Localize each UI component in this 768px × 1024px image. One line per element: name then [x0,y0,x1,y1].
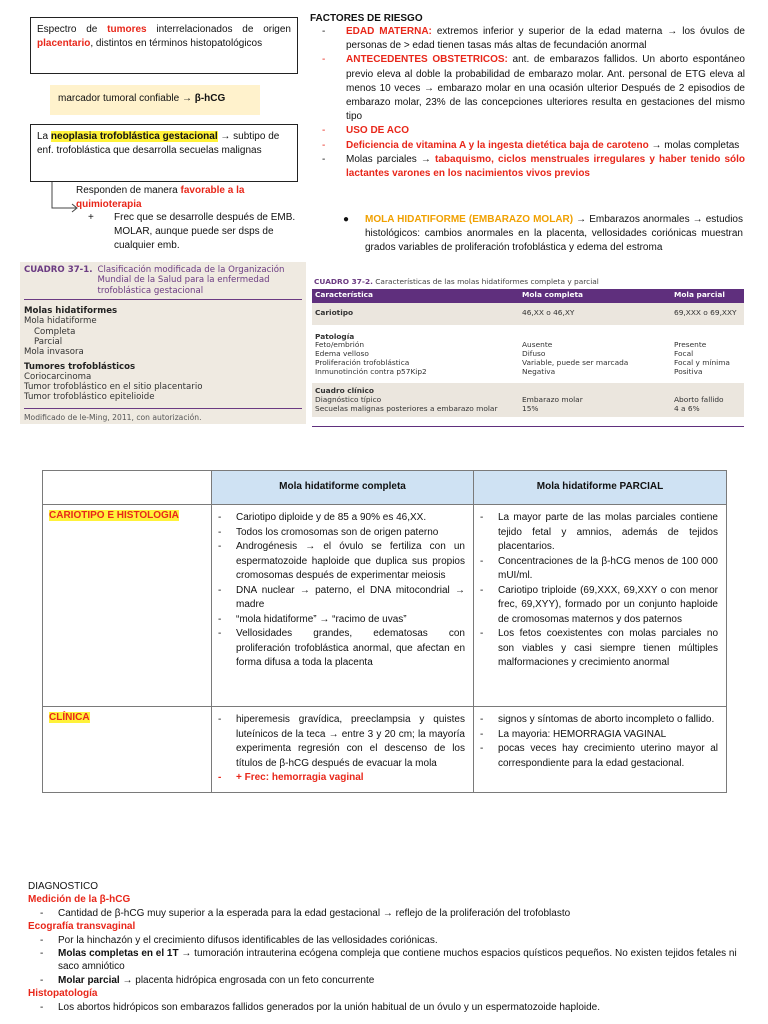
list-item-red: - + Frec: hemorragia vaginal [214,771,465,786]
pat-2-parcial: Focal y mínima [674,357,730,367]
cuadro-37-2-r1-label: Cariotipo [315,308,354,318]
cuadro-37-2-row-cariotipo [312,303,744,325]
cuadro-37-2-r1-completa: 46,XX o 46,XY [522,308,575,318]
cuadro-37-1-num: CUADRO 37-1. [24,265,93,275]
diag-h2: Ecografía transvaginal [28,921,136,933]
table-cell-parcial-cariotipo [474,505,727,707]
list-item: - Por la hinchazón y el crecimiento difusos identificables de las vellosidades coriónicas. [36,934,740,947]
list-item: - Cariotipo diploide y de 85 a 90% es 46,XX. [214,511,465,526]
cli-1-completa: 15% [522,403,539,413]
marker-text: marcador tumoral confiable → [58,93,192,104]
diag-h2-item2-text: → tumoración intrauterina ecógena compleja que contiene muchos espacios quísticos pequeños. No existen tejidos fetales ni saco amniótico [58,947,737,973]
risk-item-edad-label: EDAD MATERNA: [346,26,432,37]
list-item: - “mola hidatiforme” → “racimo de uvas” [214,613,465,628]
risk-list [318,25,745,181]
pat-0-label: Feto/embrión [315,340,365,350]
cuadro-37-2-sec-pat: Patología [315,331,355,341]
cuadro-37-2-h2: Mola completa [522,290,584,300]
neoplasia-highlight: neoplasia trofoblástica gestacional [50,131,218,142]
intro-placentario: placentario [37,38,91,50]
list-item [36,974,740,987]
clinica-label: CLÍNICA [49,712,90,723]
comparison-table [42,470,727,793]
responden-plain: Responden de manera [76,185,181,196]
intro-box [30,17,298,74]
table-header-parcial: Mola hidatiforme PARCIAL [474,471,727,505]
table-cell-parcial-clinica [474,707,727,793]
table-header-completa: Mola hidatiforme completa [212,471,474,505]
mola-title: MOLA HIDATIFORME (EMBARAZO MOLAR) [365,214,574,225]
pat-0-completa: Ausente [522,340,553,350]
pat-2-completa: Variable, puede ser marcada [522,357,629,367]
pat-3-completa: Negativa [522,366,556,376]
list-item: - Androgénesis → el óvulo se fertiliza con un espermatozoide haploide que duplica sus propios cromosomas después de experimentar meiosis [214,540,465,584]
list-item: - Los fetos coexistentes con molas parciales no son viables y casi siempre tienen múltiples malformaciones y crecimiento anormal [476,627,718,671]
cuadro-37-1-l5: Tumor trofoblástico epitelioide [24,392,155,403]
risk-item-edad-text: extremos inferior y superior de la edad materna → los óvulos de personas de > edad tienen tasas más altas de fecundación anormal [346,26,745,52]
table-cell-completa-clinica [212,707,474,793]
pat-0-parcial: Presente [674,340,707,350]
pat-1-completa: Difuso [522,349,546,359]
mola-bullet: ● [343,214,350,225]
neoplasia-post: → subtipo de enf. trofoblástica que desarrolla secuelas malignas [37,131,280,157]
cli-0-parcial: Aborto fallido [674,395,724,405]
risk-item-aco [318,124,745,138]
marker-bhcg: β-hCG [191,93,226,104]
table-header-row [43,471,727,505]
mola-text: → Embarazos anormales → estudios histológicos: cambios anormales en la placenta, vellosidades coriónicas muestran grados variables de proliferación trofoblástica y edema del estroma [365,214,743,254]
risk-item-antecedentes-label: ANTECEDENTES OBSTETRICOS: [346,54,508,66]
mola-paragraph [343,213,743,256]
pat-2-label: Proliferación trofoblástica [315,357,410,367]
list-item: - La mayor parte de las molas parciales contiene tejido fetal y amnios, además de tejidos placentarios. [476,511,718,555]
pat-1-label: Edema velloso [315,349,369,359]
cuadro-37-1-l4: Tumor trofoblástico en el sitio placentario [24,382,203,393]
risk-item-molas-pre: Molas parciales → [346,153,436,165]
pat-3-label: Inmunotinción contra p57Kip2 [315,366,427,376]
risk-item-vitamina-text: → molas completas [648,139,740,151]
diag-h2-item2-bold: Molas completas en el 1T [58,947,179,959]
list-item: - Todos los cromosomas son de origen paterno [214,526,465,541]
cuadro-37-1-l1: Mola hidatiforme [24,316,97,327]
frec-text: Frec que se desarrolle después de EMB. MOLAR, aunque puede ser dsps de cualquier emb. [114,212,296,252]
cuadro-37-2-sec-cli: Cuadro clínico [315,386,374,396]
intro-text-3: , distintos en términos histopatológicos [90,38,263,50]
responden-text [76,184,286,212]
list-item: - Los abortos hidrópicos son embarazos fallidos generados por la unión habitual de un óvulo y un espermatozoide haploide. [36,1001,740,1014]
diag-h2-item3-bold: Molar parcial [58,974,120,986]
cuadro-37-1-l2: Mola invasora [24,347,84,358]
cuadro-37-2-h3: Mola parcial [674,290,725,300]
cuadro-37-2-cli-row [312,405,744,414]
cli-1-label: Secuelas malignas posteriores a embarazo molar [315,403,498,413]
cuadro-37-2-pat-row [312,368,744,377]
risk-item-antecedentes [318,53,745,124]
risk-title: FACTORES DE RIESGO [310,13,423,24]
cuadro-37-1-foot: Modificado de le-Ming, 2011, con autorización. [24,408,302,422]
diag-title: DIAGNOSTICO [28,881,99,892]
table-cell-completa-cariotipo [212,505,474,707]
risk-item-aco-label: USO DE ACO [346,125,409,137]
cuadro-37-1 [20,262,306,424]
table-header-empty [43,471,212,505]
frec-item [88,211,310,254]
cuadro-37-2 [312,277,744,427]
cli-0-completa: Embarazo molar [522,395,583,405]
cuadro-37-2-h1: Característica [315,290,373,300]
risk-item-vitamina-label: Deficiencia de vitamina A y la ingesta dietética baja de caroteno [346,139,649,151]
risk-item-edad [318,25,745,53]
frec-bullet: + [88,212,94,223]
risk-item-antecedentes-text: ant. de embarazos fallidos. Un aborto espontáneo previo eleva al doble la probabilidad de embarazo molar. Ant. personal de ETG eleva al menos 10 veces → embarazo molar en una ocasión ulterior Después de 2 episodios de embarazo molar, 23% de las concepciones ulteriores resulta en gestaciones del mismo tipo [346,54,745,123]
list-item: - pocas veces hay crecimiento uterino mayor al correspondiente para la edad gestacional. [476,742,718,771]
diag-h1: Medición de la β-hCG [28,894,131,906]
responden-red: favorable a la quimioterapia [76,185,245,211]
table-row-clinica [43,707,727,793]
risk-item-molas-label: tabaquismo, ciclos menstruales irregulares y haber tenido sólo lactantes varones en los nacimientos vivos previos [346,153,745,179]
cuadro-37-2-title: Características de las molas hidatiformes completa y parcial [375,277,599,286]
cuadro-37-1-sec1: Molas hidatiformes [24,305,118,316]
cariotipo-label: CARIOTIPO E HISTOLOGIA [49,510,179,521]
list-item [36,947,740,974]
list-item: - Concentraciones de la β-hCG menos de 100 000 mUI/ml. [476,555,718,584]
intro-text-1: Espectro de [37,24,108,35]
cuadro-37-2-num: CUADRO 37-2. [314,277,373,286]
intro-text-2: interrelacionados de origen [146,24,291,35]
cuadro-37-1-title: Clasificación modificada de la Organización Mundial de la Salud para la enfermedad trofoblástica gestacional [97,265,285,296]
cli-0-label: Diagnóstico típico [315,395,382,405]
list-item: - hiperemesis gravídica, preeclampsia y quistes luteínicos de la teca → entre 3 y 20 cm; la mayoría experimenta regresión con el descenso de los títulos de β-hCG después de evacuar la mola [214,713,465,771]
neoplasia-pre: La [37,131,51,142]
neoplasia-box [30,124,298,182]
pat-1-parcial: Focal [674,349,694,359]
risk-item-vitamina [318,139,745,153]
table-row-cariotipo [43,505,727,707]
diag-h2-item3-text: → placenta hidrópica engrosada con un feto concurrente [119,974,375,986]
cuadro-37-1-l3: Coriocarcinoma [24,371,92,382]
list-item: - signos y síntomas de aborto incompleto o fallido. [476,713,718,728]
cli-1-parcial: 4 a 6% [674,403,700,413]
list-item: - La mayoria: HEMORRAGIA VAGINAL [476,728,718,743]
list-item: - Cantidad de β-hCG muy superior a la esperada para la edad gestacional → reflejo de la proliferación del trofoblasto [36,907,740,920]
table-row-label-clinica [43,707,212,793]
cuadro-37-2-r1-parcial: 69,XXX o 69,XXY [674,308,737,318]
risk-item-molas-parciales [318,153,745,181]
marker-box [50,85,260,115]
cuadro-37-1-l1a: Completa [34,326,76,337]
diag-h3: Histopatología [28,988,98,1000]
intro-tumores: tumores [107,24,147,35]
diagnostico-section [28,880,740,1014]
table-row-label-cariotipo [43,505,212,707]
cuadro-37-1-sec2: Tumores trofoblásticos [24,361,136,372]
list-item: - DNA nuclear → paterno, el DNA mitocondrial → madre [214,584,465,613]
list-item: - Cariotipo triploide (69,XXX, 69,XXY o con menor frec, 69,XYY), formado por un conjunto haploide de cromosomas maternos y dos paternos [476,584,718,628]
cuadro-37-1-l1b: Parcial [34,336,63,347]
cuadro-37-2-header [312,289,744,303]
list-item: - Vellosidades grandes, edematosas con proliferación trofoblástica anormal, que afectan en forma difusa a toda la placenta [214,627,465,671]
pat-3-parcial: Positiva [674,366,703,376]
